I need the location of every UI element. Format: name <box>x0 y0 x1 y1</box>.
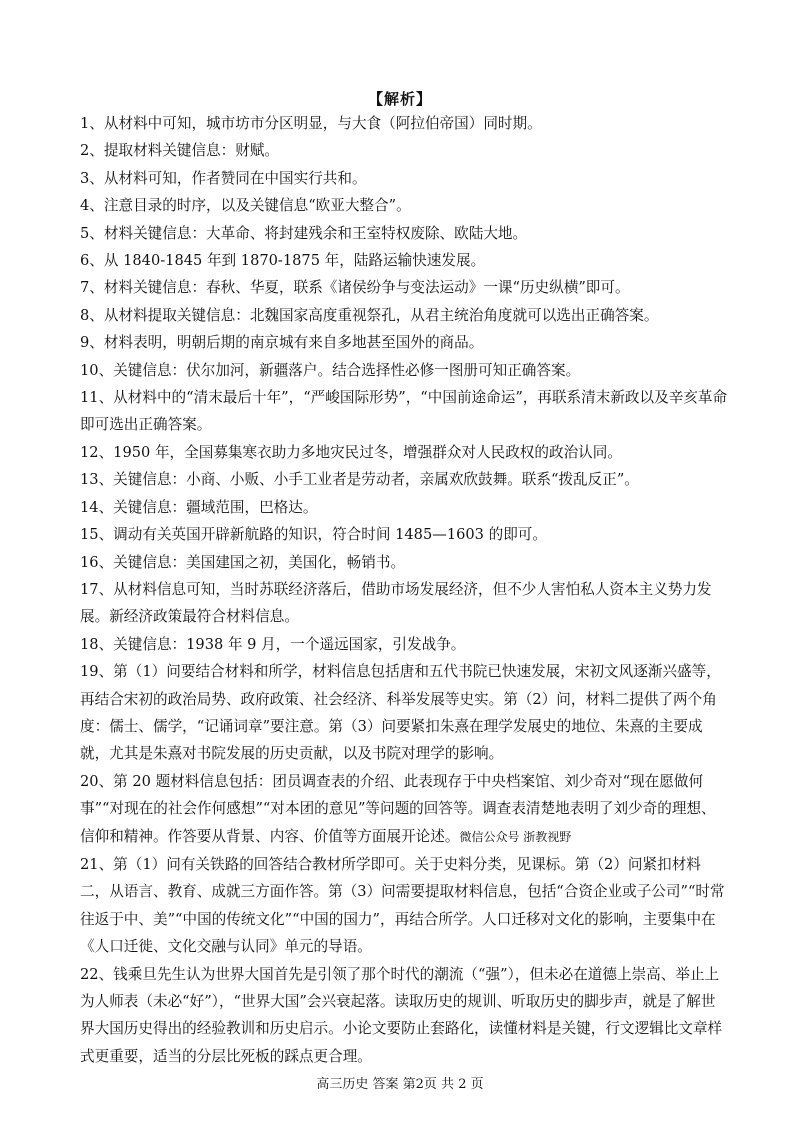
analysis-list <box>80 110 728 1070</box>
analysis-item-2: 2、提取材料关键信息：财赋。 <box>80 142 280 160</box>
analysis-item-22: 22、钱乘旦先生认为世界大国首先是引领了那个时代的潮流（“强”），但未必在道德上崇高、举止上为人师表（未必“好”），“世界大国”会兴衰起落。读取历史的规训、听取历史的脚步声，就是了解世界大国历史得出的经验教训和历史启示。小论文要防止套路化，读懂材料是关键，行文逻辑比文章样式更重要，适当的分层比死板的踩点更合理。 <box>80 965 723 1065</box>
analysis-item-16: 16、关键信息：美国建国之初，美国化，畅销书。 <box>80 553 406 571</box>
analysis-item-9: 9、材料表明，明朝后期的南京城有来自多地甚至国外的商品。 <box>80 334 484 352</box>
analysis-item-14: 14、关键信息：疆域范围，巴格达。 <box>80 498 318 516</box>
analysis-item-10: 10、关键信息：伏尔加河，新疆落户。结合选择性必修一图册可知正确答案。 <box>80 361 581 379</box>
analysis-item-1: 1、从材料中可知，城市坊市分区明显，与大食（阿拉伯帝国）同时期。 <box>80 115 542 132</box>
analysis-item-5: 5、材料关键信息：大革命、将封建残余和王室特权废除、欧陆大地。 <box>80 224 528 242</box>
analysis-item-19: 19、第（1）问要结合材料和所学，材料信息包括唐和五代书院已快速发展，宋初文风逐渐兴盛等，再结合宋初的政治局势、政府政策、社会经济、科举发展等史实。第（2）问，材料二提供了两个角度：儒士、儒学，“记诵词章”要注意。第（3）问要紧扣朱熹在理学发展史的地位、朱熹的主要成就，尤其是朱熹对书院发展的历史贡献，以及书院对理学的影响。 <box>80 663 721 763</box>
analysis-item-17: 17、从材料信息可知，当时苏联经济落后，借助市场发展经济，但不少人害怕私人资本主义势力发展。新经济政策最符合材料信息。 <box>80 580 712 626</box>
analysis-item-20-text: 20、第 20 题材料信息包括：团员调查表的介绍、此表现存于中央档案馆、刘少奇对“现在愿做何事”“对现在的社会作何感想”“对本团的意见”等问题的回答等。调查表清楚地表明了刘少奇的理想、信仰和精神。作答要从背景、内容、价值等方面展开论述。 <box>80 772 716 845</box>
watermark-text: 微信公众号 浙教视野 <box>459 829 572 844</box>
analysis-item-11: 11、从材料中的“清末最后十年”，“严峻国际形势”，“中国前途命运”，再联系清末新政以及辛亥革命即可选出正确答案。 <box>80 389 728 434</box>
analysis-item-18: 18、关键信息：1938 年 9 月，一个遥远国家，引发战争。 <box>80 635 466 653</box>
analysis-item-13: 13、关键信息：小商、小贩、小手工业者是劳动者，亲属欢欣鼓舞。联系“拨乱反正”。 <box>80 471 639 489</box>
analysis-item-7: 7、材料关键信息：春秋、华夏，联系《诸侯纷争与变法运动》一课“历史纵横”即可。 <box>80 279 630 297</box>
analysis-item-20 <box>80 768 728 851</box>
page-heading: 【解析】 <box>367 90 432 108</box>
analysis-item-6: 6、从 1840-1845 年到 1870-1875 年，陆路运输快速发展。 <box>80 252 486 270</box>
analysis-item-15: 15、调动有关英国开辟新航路的知识，符合时间 1485—1603 的即可。 <box>80 526 547 544</box>
analysis-item-12: 12、1950 年，全国募集寒衣助力多地灾民过冬，增强群众对人民政权的政治认同。 <box>80 443 622 461</box>
analysis-item-21: 21、第（1）问有关铁路的回答结合教材所学即可。关于史料分类，见课标。第（2）问紧扣材料二，从语言、教育、成就三方面作答。第（3）问需要提取材料信息，包括“合资企业或子公司”“时常往返于中、美”“中国的传统文化”“中国的国力”，再结合所学。人口迁移对文化的影响，主要集中在《人口迁徙、文化交融与认同》单元的导语。 <box>80 855 725 956</box>
analysis-item-4: 4、注意目录的时序，以及关键信息“欧亚大整合”。 <box>80 197 411 215</box>
analysis-item-8: 8、从材料提取关键信息：北魏国家高度重视祭孔，从君主统治角度就可以选出正确答案。 <box>80 306 659 324</box>
page-footer: 高三历史 答案 第2页 共 2 页 <box>316 1077 484 1092</box>
analysis-item-3: 3、从材料可知，作者赞同在中国实行共和。 <box>80 169 367 187</box>
